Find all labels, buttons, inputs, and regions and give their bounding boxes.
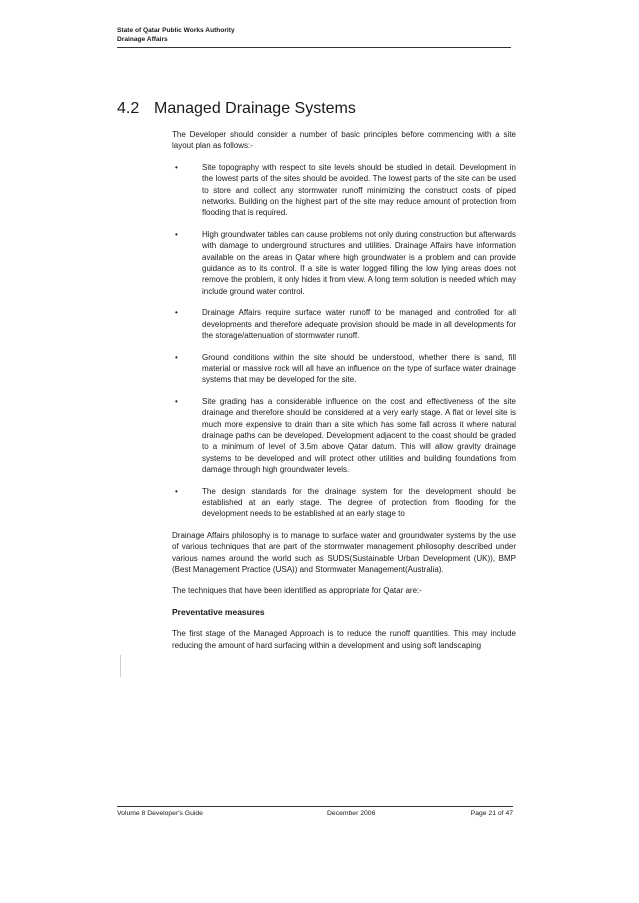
list-item [172,352,516,386]
list-item [172,307,516,341]
footer-page-number: Page 21 of 47 [470,810,513,817]
list-item-text: Site grading has a considerable influence on the cost and effectiveness of the site drainage and therefore should be considered at a very early stage. A flat or level site is much more expensive to drain than a site which has some fall across it where natural drainage paths can be developed. Development adjacent to the coast should be graded to a minimum of level of 3.5m above Qatar datum. This will allow gravity drainage systems to be developed and will protect other utilities and building foundations from damage through high groundwater levels. [202,396,516,475]
bullet-icon: • [175,308,178,318]
preventative-paragraph: The first stage of the Managed Approach is to reduce the runoff quantities. This may include reducing the amount of hard surfacing within a development and using soft landscaping [172,629,516,650]
techniques-paragraph: The techniques that have been identified as appropriate for Qatar are:- [172,586,422,596]
intro-paragraph: The Developer should consider a number of basic principles before commencing with a site layout plan as follows:- [172,130,516,151]
list-item [172,162,516,219]
list-item-text: Drainage Affairs require surface water runoff to be managed and controlled for all developments and therefore adequate provision should be made in all developments for the storage/attenuation of stormwater runoff. [202,308,516,341]
document-body [172,129,516,661]
header-organization: State of Qatar Public Works Authority [117,27,235,34]
subheading-preventative: Preventative measures [172,606,265,617]
bullet-icon: • [175,162,178,172]
philosophy-paragraph: Drainage Affairs philosophy is to manage to surface water and groundwater systems by the use of various techniques that are part of the stormwater management philosophy described under various names around the world such as SUDS(Sustainable Urban Development (UK)), BMP (Best Management Practice (USA)) and Stormwater Management(Australia). [172,530,516,574]
footer-date: December 2006 [327,810,376,817]
bullet-icon: • [175,352,178,362]
list-item [172,229,516,297]
list-item-text: Ground conditions within the site should be understood, whether there is sand, fill material or massive rock will all have an influence on the type of surface water drainage systems that may be developed for the site. [202,352,516,385]
bullet-icon: • [175,396,178,406]
bullet-icon: • [175,229,178,239]
section-heading [117,99,356,119]
page-header [117,26,511,48]
list-item [172,486,516,520]
list-item-text: The design standards for the drainage system for the development should be established at an early stage. The degree of protection from flooding for the development needs to be established at an early stage to [202,486,516,519]
footer-row [117,810,513,822]
header-rule [117,47,511,48]
list-item-text: High groundwater tables can cause problems not only during construction but afterwards with damage to underground structures and utilities. Drainage Affairs have information available on the areas in Qatar where high groundwater is a problem and can provide guidance as to its control. If a site is water logged filling the low lying areas does not remove the problem, it only hides it from view. A long term solution is needed which may include ground water control. [202,229,516,296]
principles-list [172,162,516,520]
header-department: Drainage Affairs [117,36,168,43]
footer-rule [117,806,513,807]
bullet-icon: • [175,486,178,496]
section-title: Managed Drainage Systems [154,100,356,117]
footer-volume: Volume 8 Developer's Guide [117,810,203,817]
list-item [172,396,516,476]
page-footer [117,806,513,822]
list-item-text: Site topography with respect to site levels should be studied in detail. Development in the lowest parts of the sites should be avoided. The lowest parts of the site can be used to store and collect any stormwater runoff minimizing the construct costs of piped networks. Building on the highest part of the site may reduce amount of protection from flooding that is required. [202,162,516,218]
margin-mark [120,655,121,677]
section-number: 4.2 [117,100,140,117]
